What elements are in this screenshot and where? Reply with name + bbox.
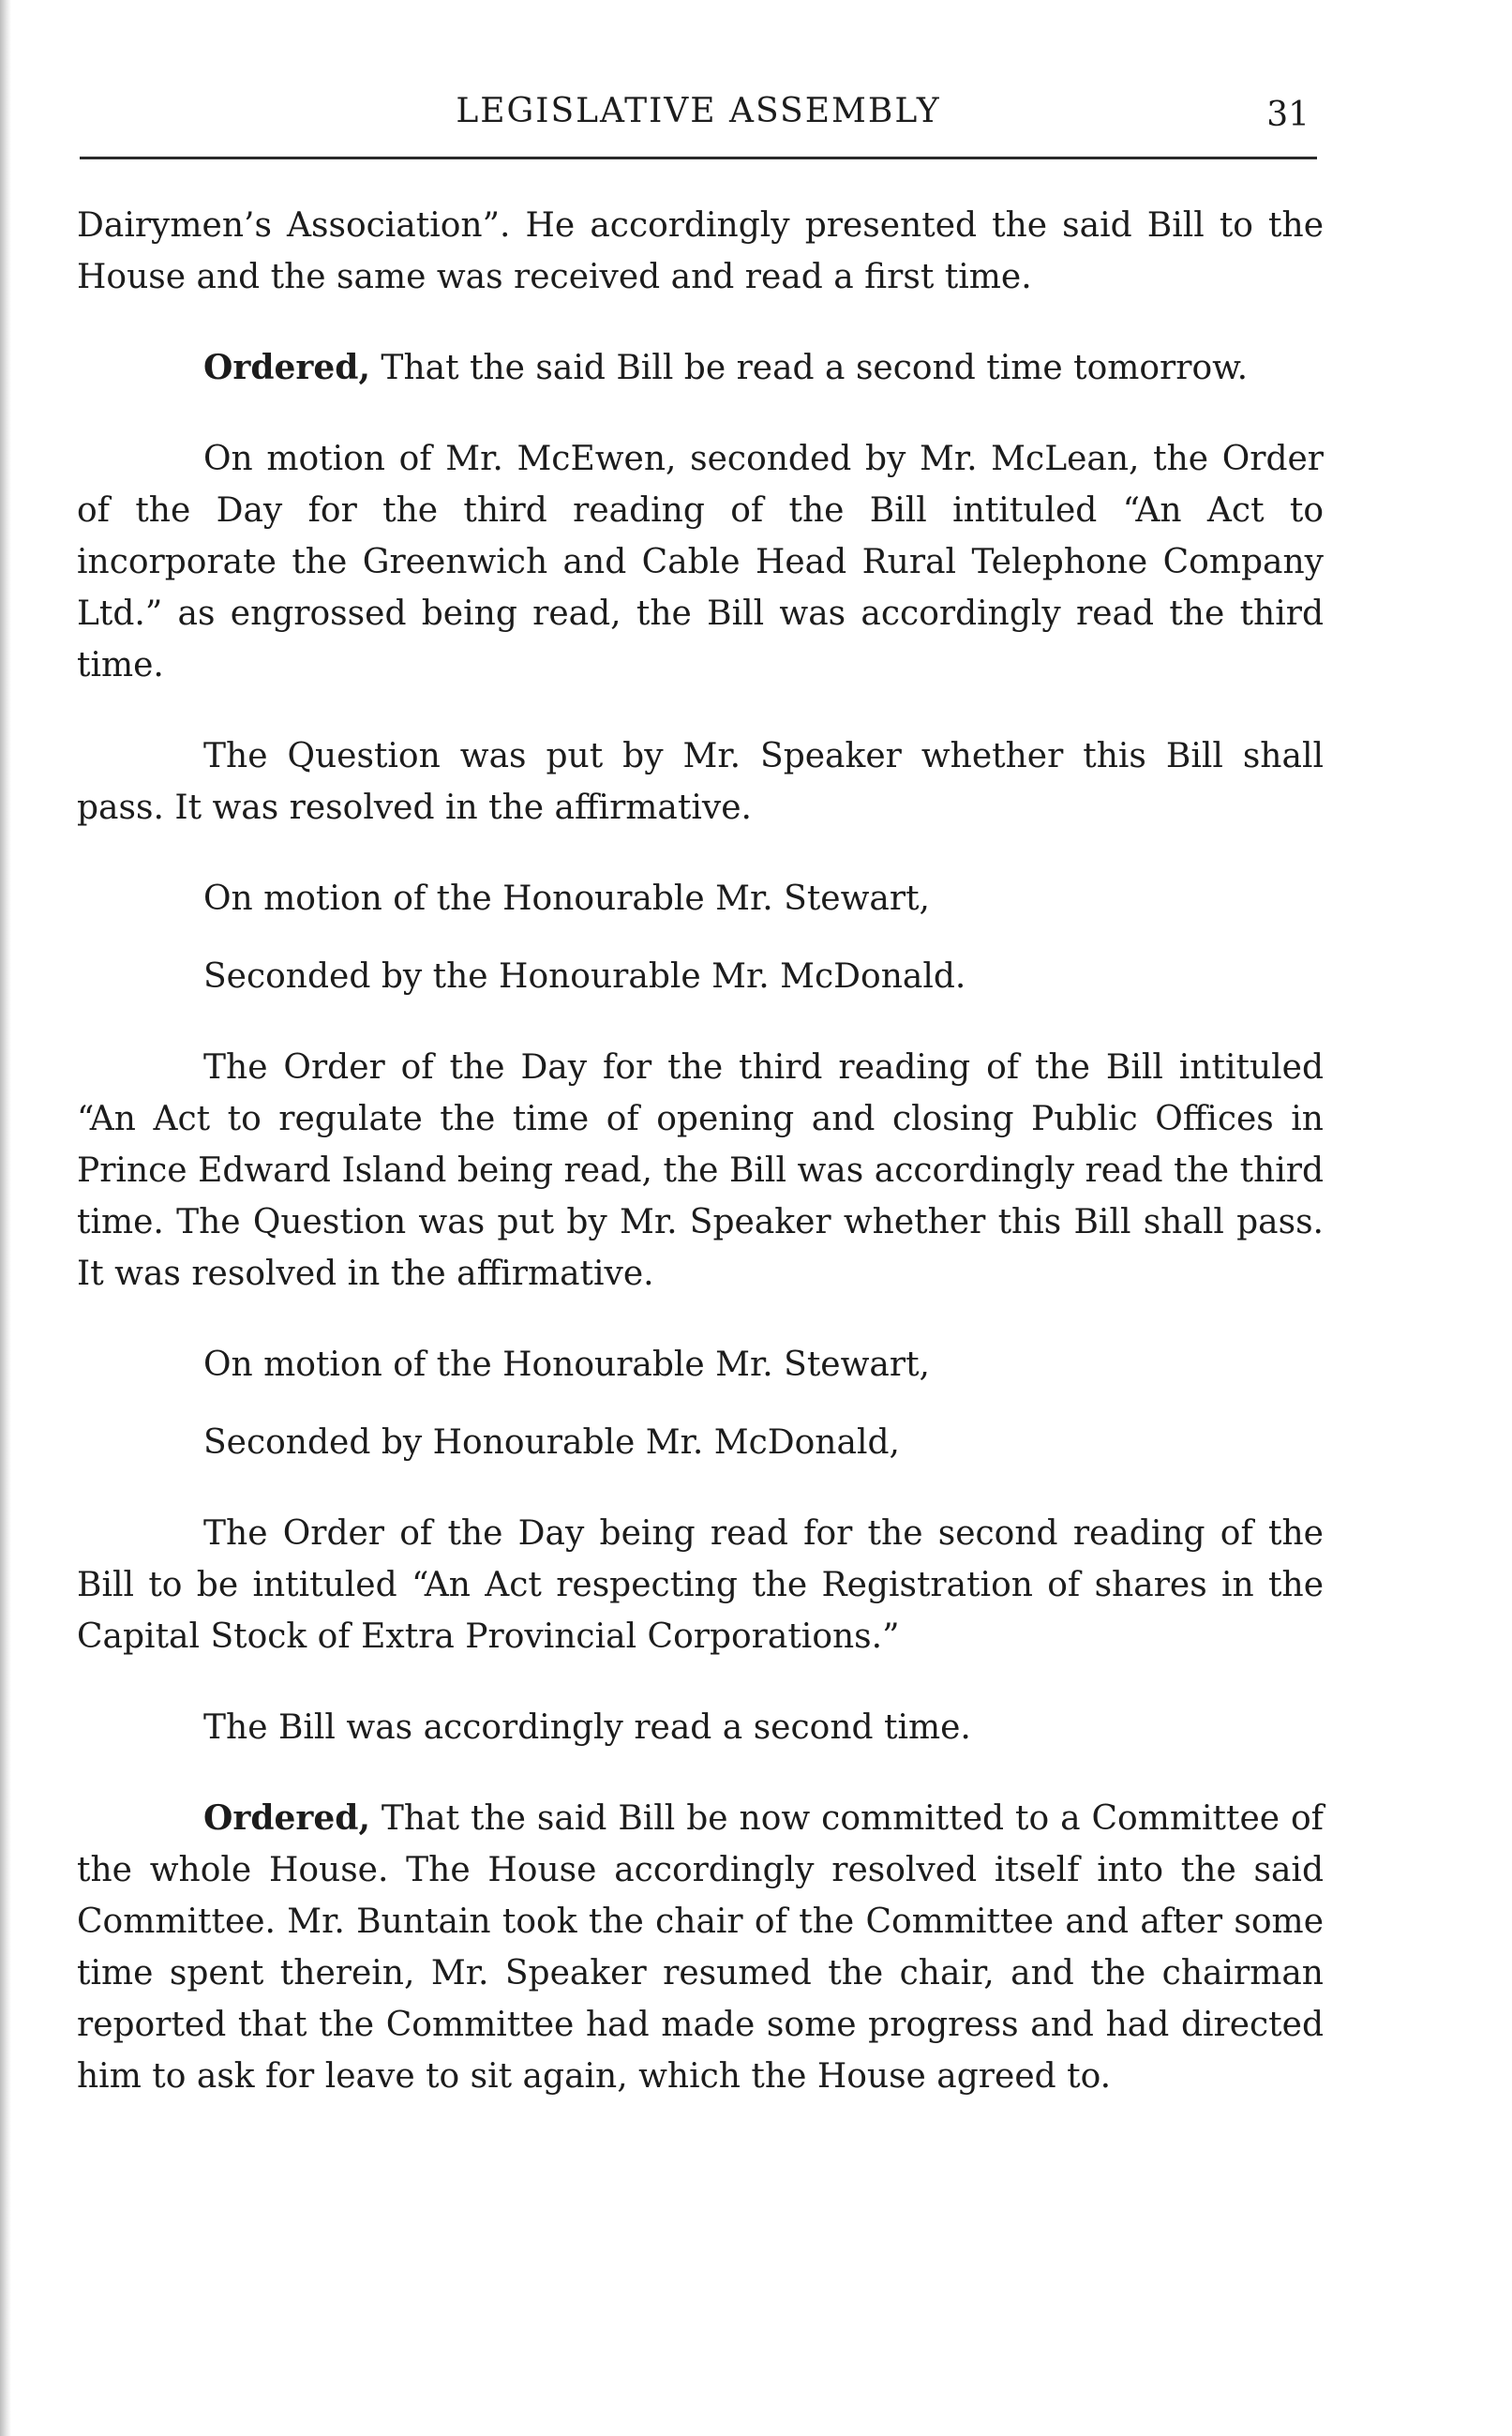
paragraph-6	[77, 951, 1324, 1002]
paragraph-text: That the said Bill be read a second time tomorrow.	[369, 349, 1249, 387]
page-title: LEGISLATIVE ASSEMBLY	[456, 92, 941, 130]
paragraph-text: That the said Bill be now committed to a Committee of the whole House. The House accordingly resolved itself into the said Committee. Mr. Buntain took the chair of the Committee and after some time spent therein, Mr. Speaker resumed the chair, and the chairman reported that the Committee had made some progress and had directed him to ask for leave to sit again, which the House agreed to.	[77, 1799, 1324, 2096]
paragraph-2	[77, 342, 1324, 394]
paragraph-8	[77, 1339, 1324, 1391]
body-text	[77, 200, 1324, 2142]
paragraph-text: The Bill was accordingly read a second time.	[203, 1708, 971, 1747]
paragraph-text: The Order of the Day for the third reading of the Bill intituled “An Act to regulate the time of opening and closing Public Offices in Prince Edward Island being read, the Bill was accordingly read the third time. The Question was put by Mr. Speaker whether this Bill shall pass. It was resolved in the affirmative.	[77, 1048, 1324, 1293]
paragraph-lead: Ordered,	[203, 1798, 370, 1838]
paragraph-9	[77, 1417, 1324, 1468]
paragraph-text: On motion of the Honourable Mr. Stewart,	[203, 1346, 931, 1384]
paragraph-7	[77, 1042, 1324, 1300]
paragraph-1	[77, 200, 1324, 303]
paragraph-text: On motion of the Honourable Mr. Stewart,	[203, 880, 931, 918]
paragraph-3	[77, 433, 1324, 691]
running-head	[80, 89, 1317, 159]
paragraph-11	[77, 1702, 1324, 1753]
page-number: 31	[1266, 96, 1310, 134]
paragraph-4	[77, 730, 1324, 834]
paragraph-text: The Question was put by Mr. Speaker whether this Bill shall pass. It was resolved in the affirmative.	[77, 737, 1324, 827]
paragraph-5	[77, 873, 1324, 925]
paragraph-12	[77, 1793, 1324, 2102]
paragraph-text: Seconded by Honourable Mr. McDonald,	[203, 1423, 900, 1462]
paragraph-text: The Order of the Day being read for the second reading of the Bill to be intituled “An Act respecting the Registration of shares in the Capital Stock of Extra Provincial Corporations.”	[77, 1514, 1324, 1656]
paragraph-lead: Ordered,	[203, 348, 370, 387]
paragraph-text: Seconded by the Honourable Mr. McDonald.	[203, 957, 966, 996]
paragraph-10	[77, 1508, 1324, 1662]
paragraph-text: Dairymen’s Association”. He accordingly presented the said Bill to the House and the same was received and read a first time.	[77, 206, 1324, 296]
paragraph-text: On motion of Mr. McEwen, seconded by Mr. McLean, the Order of the Day for the third reading of the Bill intituled “An Act to incorporate the Greenwich and Cable Head Rural Telephone Company Ltd.” as engrossed being read, the Bill was accordingly read the third time.	[77, 440, 1324, 684]
